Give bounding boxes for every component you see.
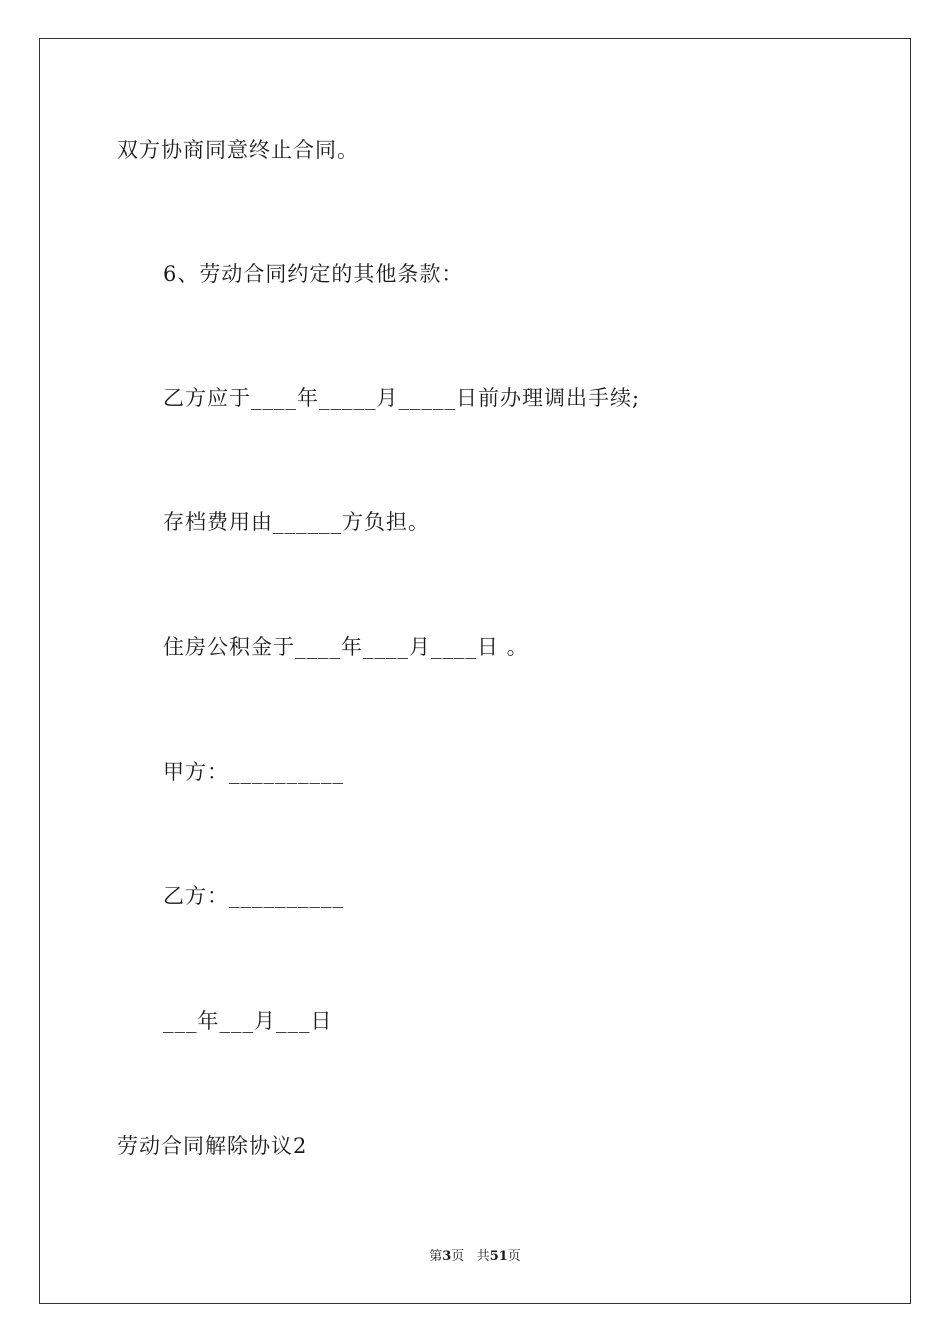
party-a-signature: 甲方：__________	[163, 760, 344, 784]
section-title-agreement-2: 劳动合同解除协议2	[117, 1134, 308, 1158]
paragraph-terminate-contract: 双方协商同意终止合同。	[117, 138, 359, 162]
footer-total-suffix: 页	[507, 1249, 521, 1264]
footer-page-number: 3	[442, 1249, 452, 1264]
signature-date: ___年___月___日	[163, 1009, 333, 1033]
paragraph-other-terms-heading: 6、劳动合同约定的其他条款：	[163, 262, 464, 286]
footer-page-prefix: 第	[429, 1249, 443, 1264]
paragraph-archive-fee: 存档费用由______方负担。	[163, 510, 430, 534]
footer-total-prefix: 共	[476, 1249, 490, 1264]
party-b-signature: 乙方：__________	[163, 884, 344, 908]
paragraph-transfer-procedures: 乙方应于____年_____月_____日前办理调出手续;	[163, 386, 641, 410]
page-border	[39, 38, 911, 1304]
footer-total-pages: 51	[489, 1249, 508, 1264]
footer-page-suffix: 页	[451, 1249, 465, 1264]
paragraph-housing-fund: 住房公积金于____年____月____日 。	[163, 635, 529, 659]
page-footer	[0, 1247, 950, 1267]
